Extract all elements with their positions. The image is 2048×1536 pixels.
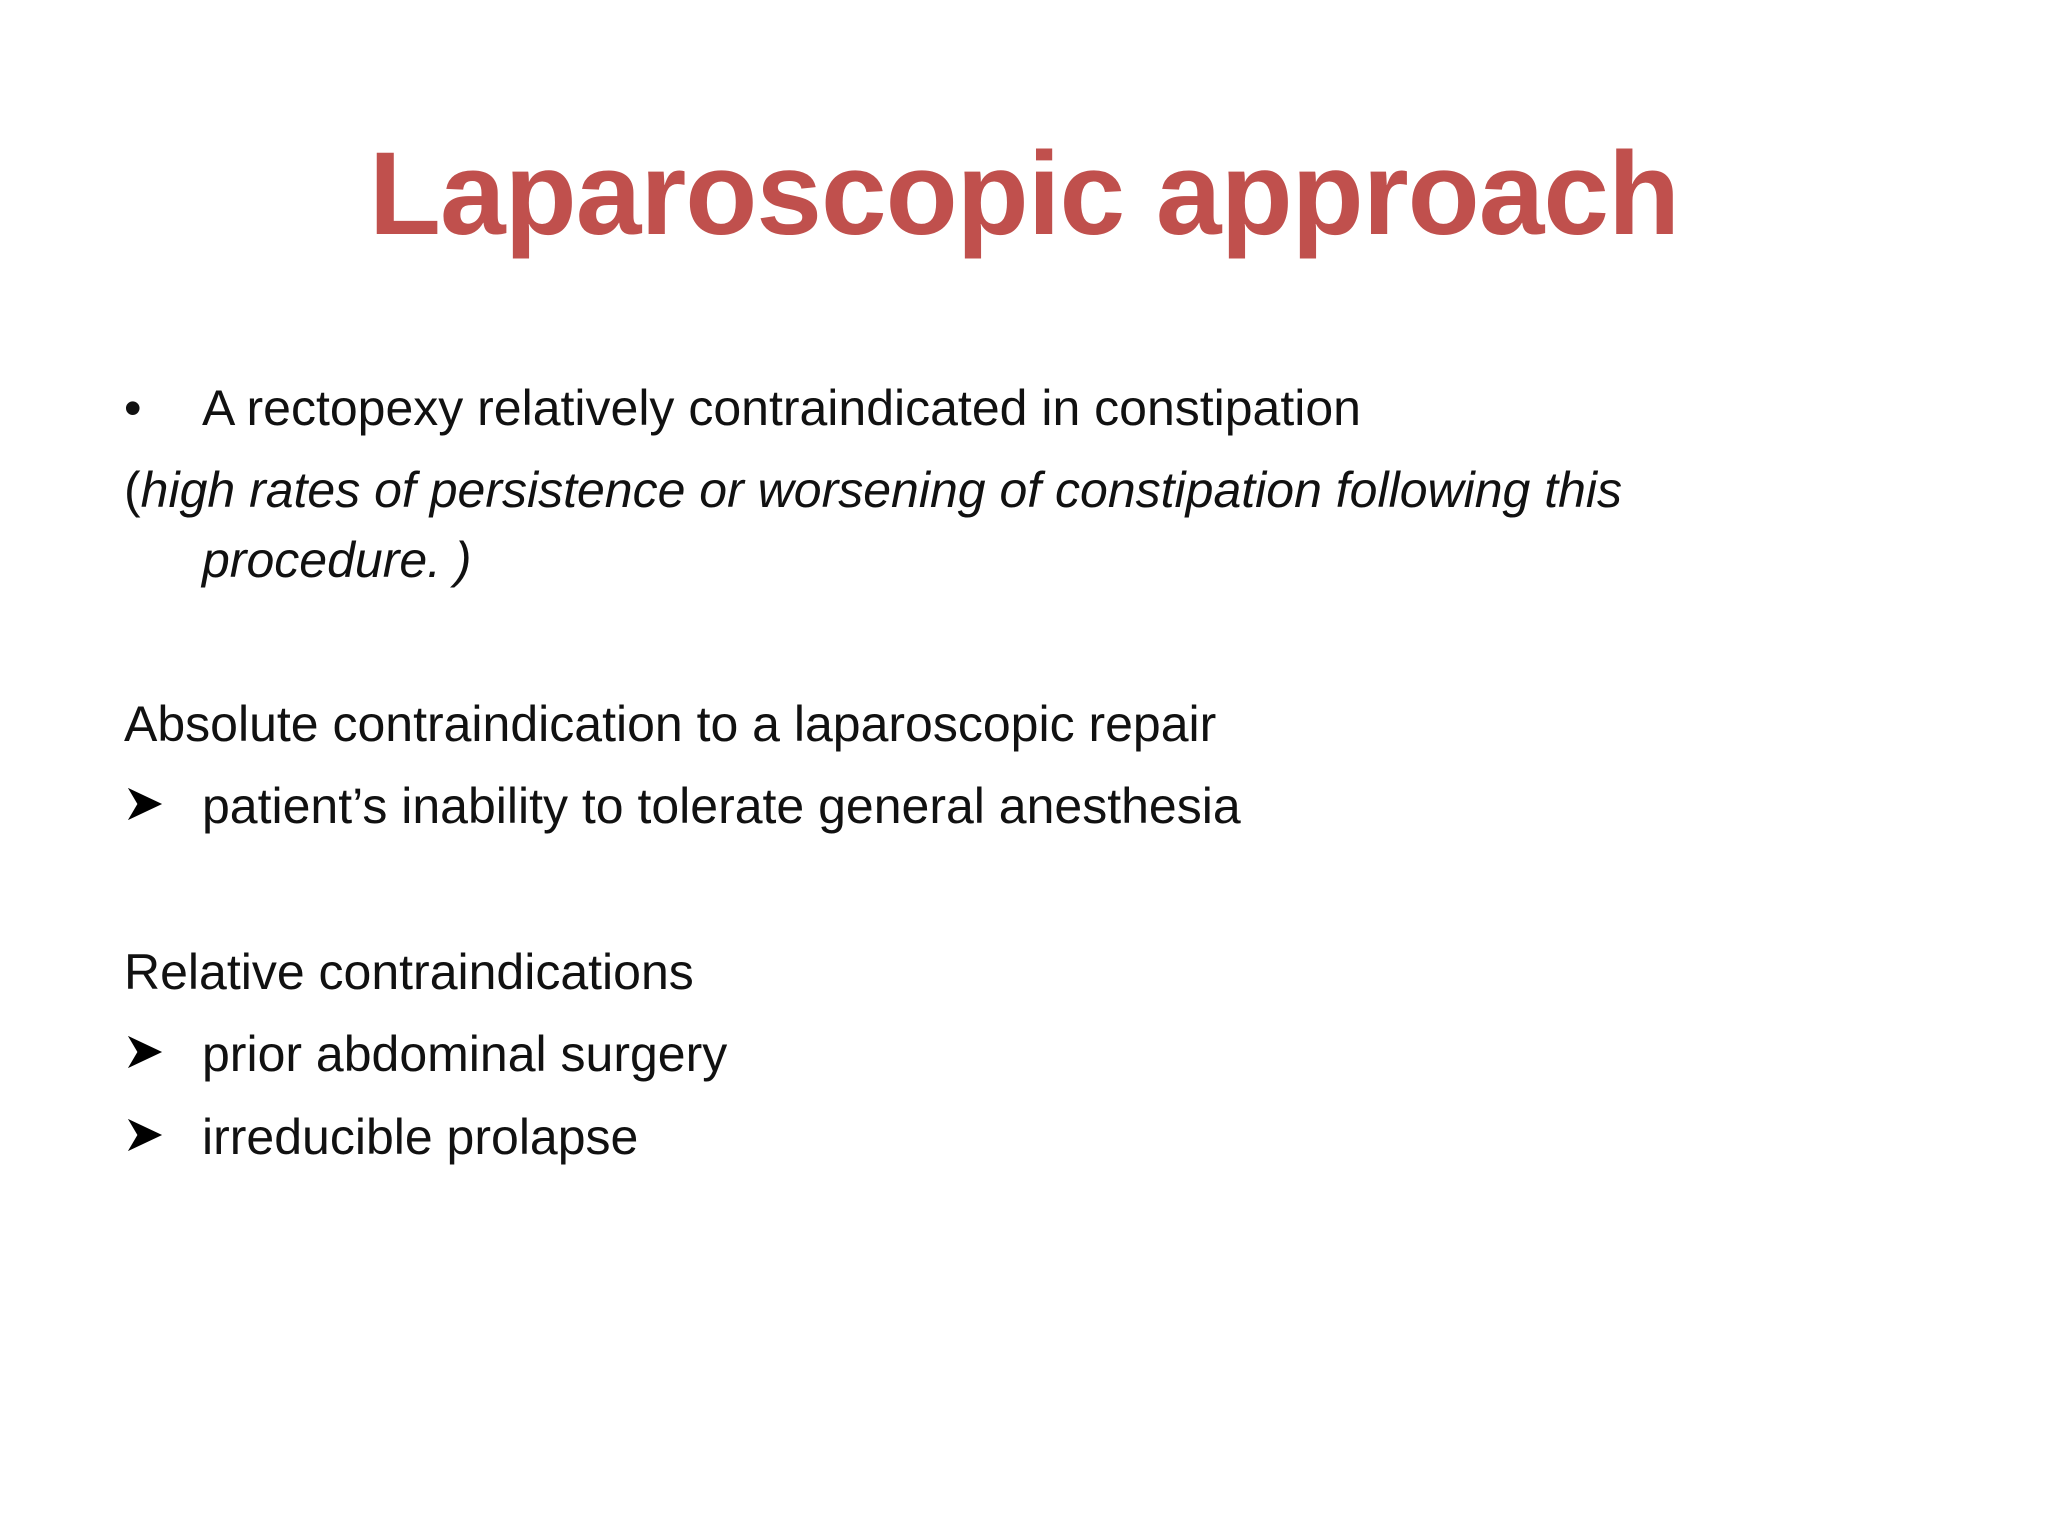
relative-item-1: prior abdominal surgery — [202, 1026, 728, 1082]
arrowhead-bullet-icon — [126, 1116, 164, 1154]
absolute-heading: Absolute contraindication to a laparoscopic repair — [124, 696, 1217, 752]
note-text-1: high rates of persistence or worsening of constipation following this — [140, 462, 1623, 518]
relative-item-2: irreducible prolapse — [202, 1109, 639, 1165]
note-line-2: procedure. ) — [202, 532, 472, 588]
slide-title: Laparoscopic approach — [368, 128, 1680, 260]
bullet-dot: • — [124, 380, 142, 436]
relative-heading: Relative contraindications — [124, 944, 694, 1000]
arrowhead-bullet-icon — [126, 1033, 164, 1071]
bullet-text: A rectopexy relatively contraindicated in constipation — [202, 380, 1361, 436]
note-line-1 — [124, 460, 1622, 520]
absolute-item: patient’s inability to tolerate general anesthesia — [202, 778, 1241, 834]
note-open-paren: ( — [124, 462, 141, 518]
arrowhead-bullet-icon — [126, 785, 164, 823]
